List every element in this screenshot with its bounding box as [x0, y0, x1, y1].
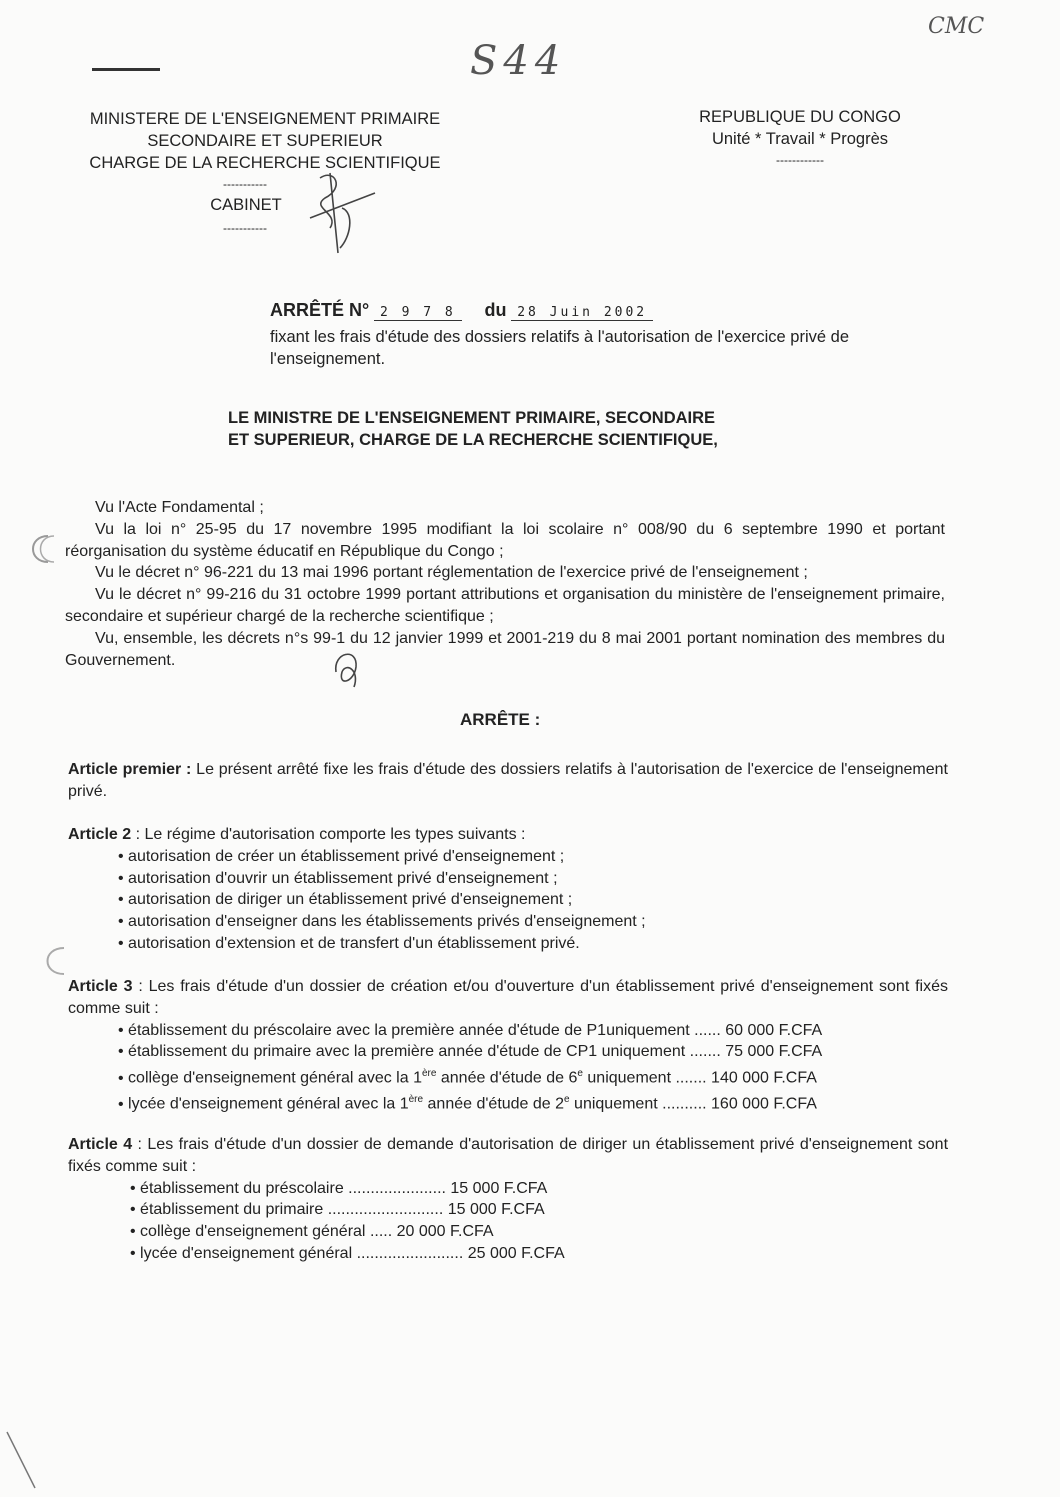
- corner-stroke: [5, 1430, 45, 1490]
- fee-item: • collège d'enseignement général ..... 20 000 F.CFA: [130, 1221, 948, 1243]
- list-item: • autorisation d'ouvrir un établissement privé d'enseignement ;: [118, 868, 948, 890]
- article-1-label: Article premier :: [68, 761, 192, 778]
- article-4-label: Article 4: [68, 1136, 133, 1153]
- cabinet-label: CABINET: [210, 196, 282, 214]
- fee-item: • établissement du primaire avec la première année d'étude de CP1 uniquement ....... 75 000 F.CFA: [118, 1041, 948, 1063]
- article-1-text: Le présent arrêté fixe les frais d'étude des dossiers relatifs à l'autorisation de l'exercice de l'enseignement privé.: [68, 761, 948, 800]
- arrete-heading: ARRÊTE :: [460, 710, 541, 729]
- ministry-line-3: CHARGE DE LA RECHERCHE SCIENTIFIQUE: [89, 154, 441, 172]
- list-item: • autorisation de diriger un établissement privé d'enseignement ;: [118, 889, 948, 911]
- visa-item: Vu, ensemble, les décrets n°s 99-1 du 12 janvier 1999 et 2001-219 du 8 mai 2001 portant nomination des membres du Gouvernement.: [65, 629, 945, 669]
- pen-stroke: [92, 68, 160, 71]
- article-4-text: : Les frais d'étude d'un dossier de demande d'autorisation de diriger un établissement privé d'enseignement sont fixés comme suit :: [68, 1136, 949, 1175]
- minister-heading: [228, 407, 848, 451]
- punch-hole-bottom: [32, 942, 72, 982]
- decree-subtitle: fixant les frais d'étude des dossiers relatifs à l'autorisation de l'exercice privé de l'enseignement.: [270, 328, 849, 368]
- visa-item: Vu la loi n° 25-95 du 17 novembre 1995 modifiant la loi scolaire n° 008/90 du 6 septembre 1990 et portant réorganisation du système éducatif en République du Congo ;: [65, 520, 945, 560]
- decree-title: [270, 300, 653, 321]
- handwritten-number: S44: [470, 38, 567, 84]
- fee-item: • établissement du préscolaire avec la première année d'étude de P1uniquement ...... 60 000 F.CFA: [118, 1020, 948, 1042]
- decree-date: 28 Juin 2002: [511, 305, 653, 321]
- divider-dashes-3: ------------: [776, 153, 824, 167]
- article-2-label: Article 2: [68, 826, 132, 843]
- fee-item: • établissement du préscolaire ...................... 15 000 F.CFA: [130, 1178, 948, 1200]
- ministry-line-1: MINISTERE DE L'ENSEIGNEMENT PRIMAIRE: [89, 110, 441, 128]
- list-item: • autorisation d'enseigner dans les établissements privés d'enseignement ;: [118, 911, 948, 933]
- fee-item: • collège d'enseignement général avec la 1ère année d'étude de 6e uniquement ....... 140 000 F.CFA: [118, 1063, 948, 1089]
- list-item: • autorisation de créer un établissement privé d'enseignement ;: [118, 846, 948, 868]
- article-2: [68, 824, 948, 955]
- list-item: • autorisation d'extension et de transfert d'un établissement privé.: [118, 933, 948, 955]
- minister-line-1: LE MINISTRE DE L'ENSEIGNEMENT PRIMAIRE, SECONDAIRE: [228, 409, 716, 427]
- visa-item: Vu l'Acte Fondamental ;: [95, 499, 264, 516]
- divider-dashes: -----------: [223, 177, 267, 191]
- punch-hole-top: [18, 530, 58, 570]
- visas-list: [65, 497, 945, 671]
- article-3: [68, 976, 948, 1115]
- republic-header: [640, 106, 960, 166]
- visa-item: Vu le décret n° 96-221 du 13 mai 1996 portant réglementation de l'exercice privé de l'enseignement ;: [95, 564, 808, 582]
- decree-number: 2 9 7 8: [374, 305, 462, 321]
- fee-item: • établissement du primaire .......................... 15 000 F.CFA: [130, 1199, 948, 1221]
- ministry-header: [40, 108, 490, 234]
- decree-du: du: [484, 300, 507, 320]
- article-3-text: : Les frais d'étude d'un dossier de création et/ou d'ouverture d'un établissement privé d'enseignement sont fixés comme suit :: [68, 978, 948, 1017]
- handwritten-initials: CMC: [928, 14, 985, 39]
- ministry-line-2: SECONDAIRE ET SUPERIEUR: [147, 132, 383, 150]
- national-motto: Unité * Travail * Progrès: [711, 130, 889, 148]
- article-3-label: Article 3: [68, 978, 133, 995]
- article-1: [68, 759, 948, 803]
- fee-item: • lycée d'enseignement général avec la 1ère année d'étude de 2e uniquement .......... 160 000 F.CFA: [118, 1089, 948, 1115]
- republic-title: REPUBLIQUE DU CONGO: [699, 108, 901, 126]
- article-2-text: : Le régime d'autorisation comporte les types suivants :: [131, 826, 526, 843]
- decree-prefix: ARRÊTÉ N°: [270, 300, 370, 320]
- article-4: [68, 1134, 948, 1265]
- visa-item: Vu le décret n° 99-216 du 31 octobre 1999 portant attributions et organisation du ministère de l'enseignement primaire, secondaire et supérieur chargé de la recherche scientifique ;: [65, 586, 945, 625]
- divider-dashes-2: -----------: [223, 221, 267, 235]
- minister-line-2: ET SUPERIEUR, CHARGE DE LA RECHERCHE SCIENTIFIQUE,: [228, 431, 718, 449]
- fee-item: • lycée d'enseignement général ........................ 25 000 F.CFA: [130, 1243, 948, 1265]
